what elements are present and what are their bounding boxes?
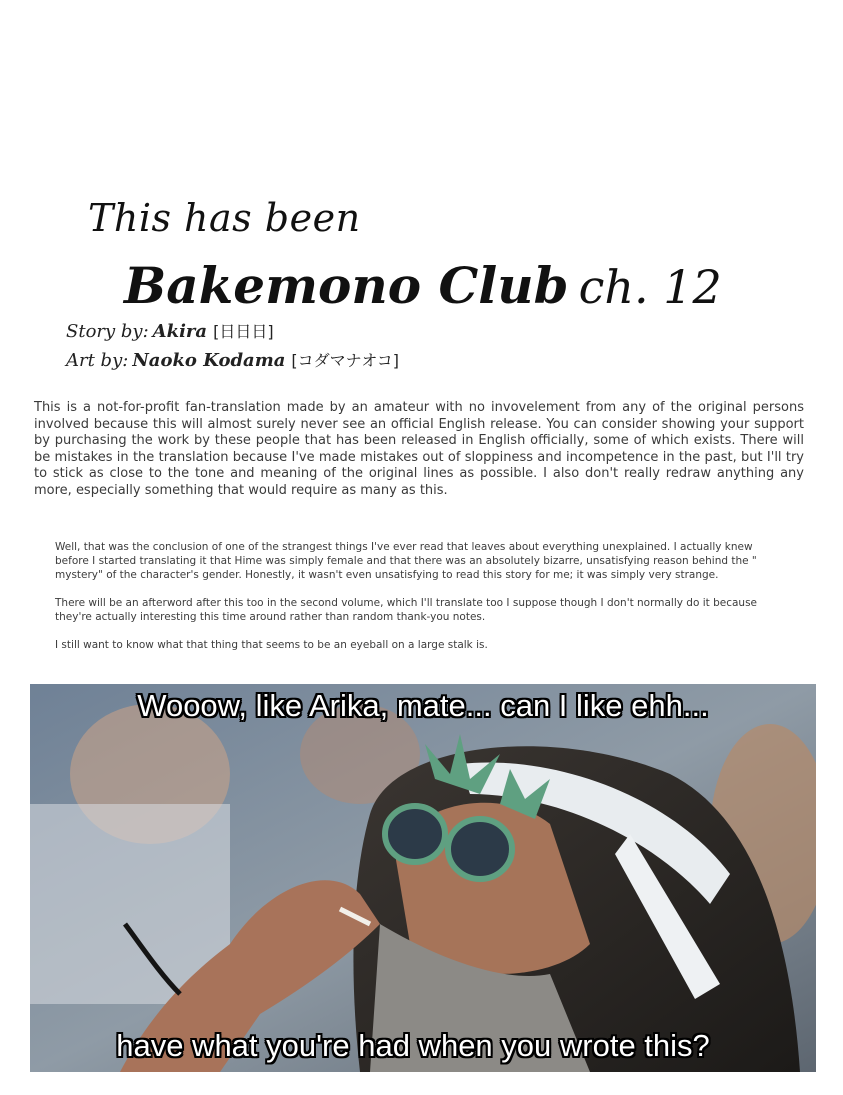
caption-top: Wooow, like Arika, mate... can I like ehh... (137, 688, 709, 723)
pre-title: This has been (88, 196, 361, 240)
art-label: Art by: (66, 350, 129, 371)
story-author-jp: [日日日] (213, 322, 274, 341)
meme-image (30, 684, 816, 1072)
translator-notes (55, 540, 771, 666)
note-paragraph: I still want to know what that thing that seems to be an eyeball on a large stalk is. (55, 639, 488, 651)
art-author-jp: [コダマナオコ] (291, 351, 399, 370)
series-title: Bakemono Club (124, 256, 569, 315)
disclaimer-text: This is a not-for-profit fan-translation made by an amateur with no invovelement from any of the original persons involved because this will almost surely never see an official English release. You can consider showing your support by purchasing the work by these people that has been released in English officially, some of which exists. There will be mistakes in the translation because I've made mistakes out of sloppiness and incompetence in the past, but I'll try to stick as close to the tone and meaning of the original lines as possible. I also don't really redraw anything any more, especially something that would require as many as this. (34, 400, 804, 498)
story-credit (66, 319, 274, 342)
chapter-label: ch. 12 (578, 260, 722, 314)
story-author: Akira (152, 321, 208, 342)
note-paragraph: There will be an afterword after this too in the second volume, which I'll translate too I suppose though I don't normally do it because they're actually interesting this time around rather than random thank-you notes. (55, 597, 758, 623)
caption-bottom: have what you're had when you wrote this? (116, 1028, 710, 1063)
note-paragraph: Well, that was the conclusion of one of the strangest things I've ever read that leaves about everything unexplained. I actually knew before I started translating it that Hime was simply female and that there was an absolutely bizarre, unsatisfying reason behind the " mystery" of the character's gender. Honestly, it wasn't even unsatisfying to read this story for me; it was simply very strange. (55, 541, 757, 581)
art-credit (66, 348, 399, 371)
art-author: Naoko Kodama (132, 350, 286, 371)
page-title (124, 256, 722, 315)
meme-photo-smoking-man-icon (30, 684, 816, 1072)
story-label: Story by: (66, 321, 149, 342)
